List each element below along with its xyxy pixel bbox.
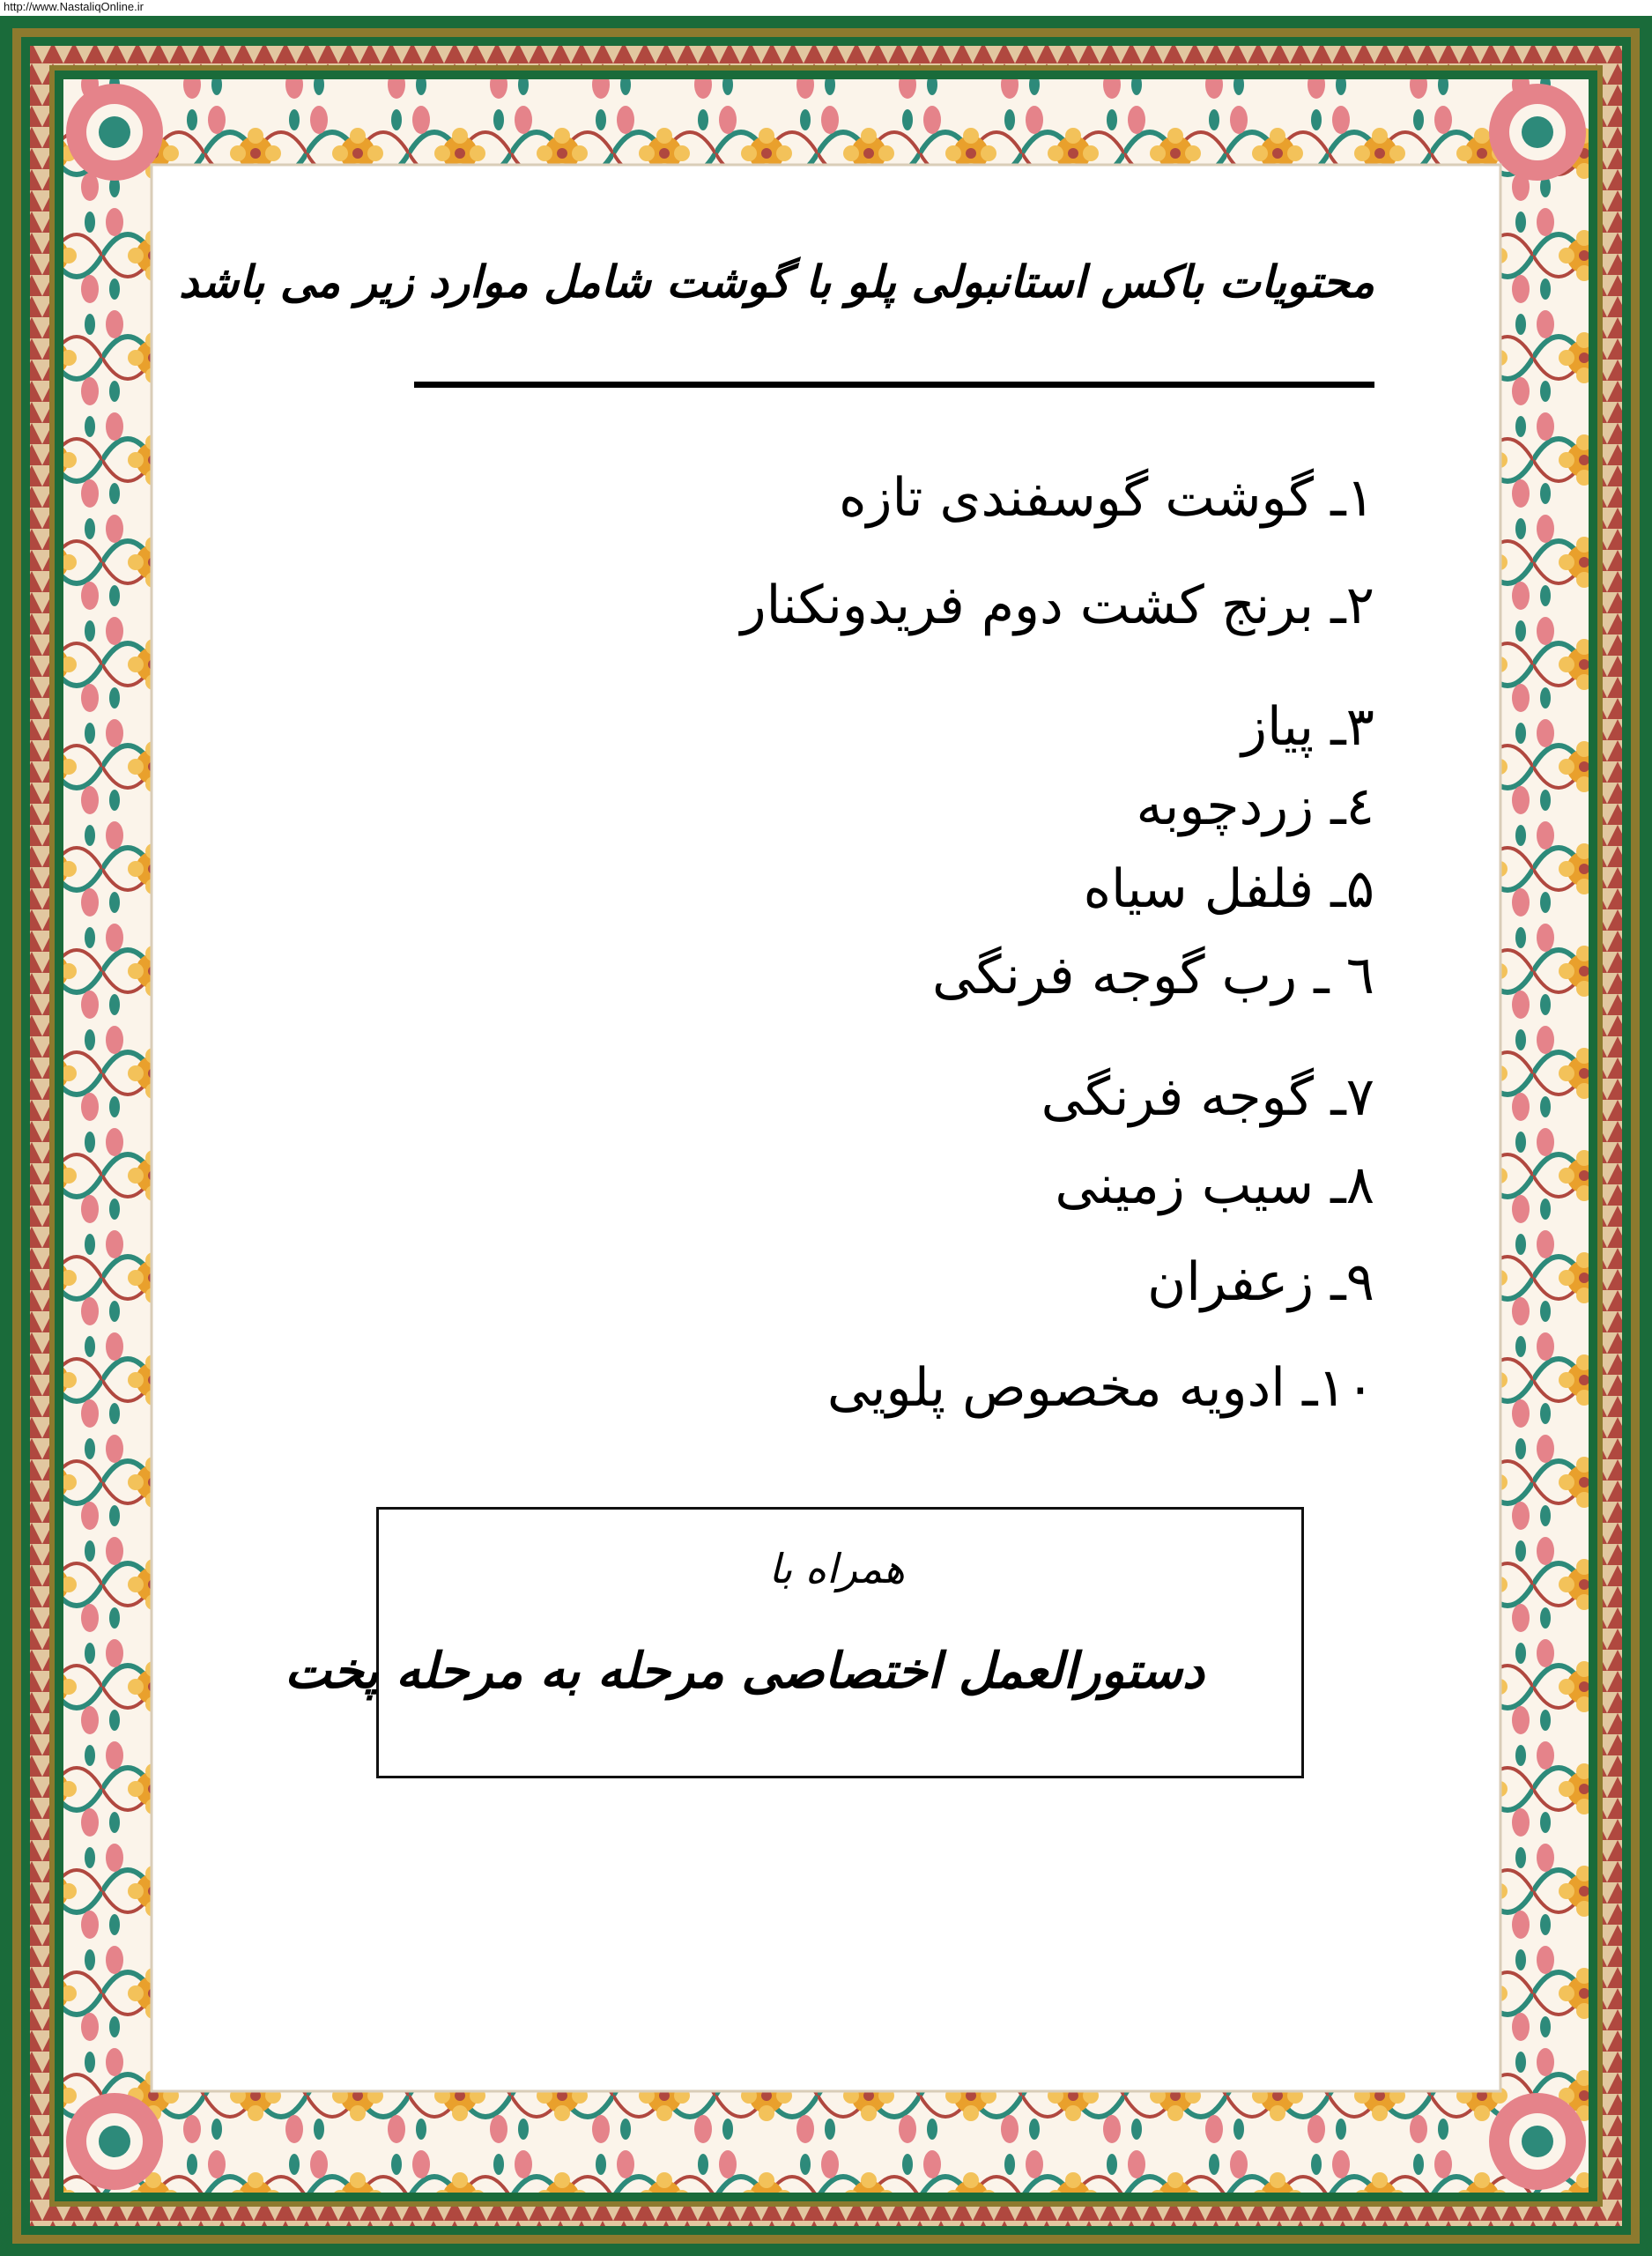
list-item: ٦ ـ رب گوجه فرنگی [931,945,1374,1006]
list-item: ۷ـ گوجه فرنگی [1041,1066,1374,1128]
corner-ornament-tr [1489,84,1586,181]
corner-ornament-bl [66,2093,163,2190]
list-item: ۱۰ـ ادویه مخصوص پلویی [826,1357,1374,1419]
list-item: ۱ـ گوشت گوسفندی تازه [839,467,1374,529]
corner-ornament-tl [66,84,163,181]
list-item: ۵ـ فلفل سیاه [1083,858,1374,920]
list-item: ۳ـ پیاز [1241,696,1374,758]
list-item: ۲ـ برنج کشت دوم فریدونکنار [740,575,1374,636]
ingredient-list [582,167,1374,1489]
list-item: ۸ـ سیب زمینی [1055,1154,1374,1216]
heading-title: محتویات باکس استانبولی پلو با گوشت شامل موارد زیر می باشد [179,256,1374,308]
note-line-with: همراه با [768,1545,905,1592]
list-item: ۹ـ زعفران [1147,1251,1374,1313]
note-line-instructions: دستورالعمل اختصاصی مرحله به مرحله پخت [284,1642,1204,1700]
corner-ornament-br [1489,2093,1586,2190]
watermark-url: http://www.NastaliqOnline.ir [4,0,144,13]
recipe-note-box [284,1507,1304,1778]
list-item: ٤ـ زردچوبه [1136,776,1374,837]
content-panel [154,167,1498,2089]
